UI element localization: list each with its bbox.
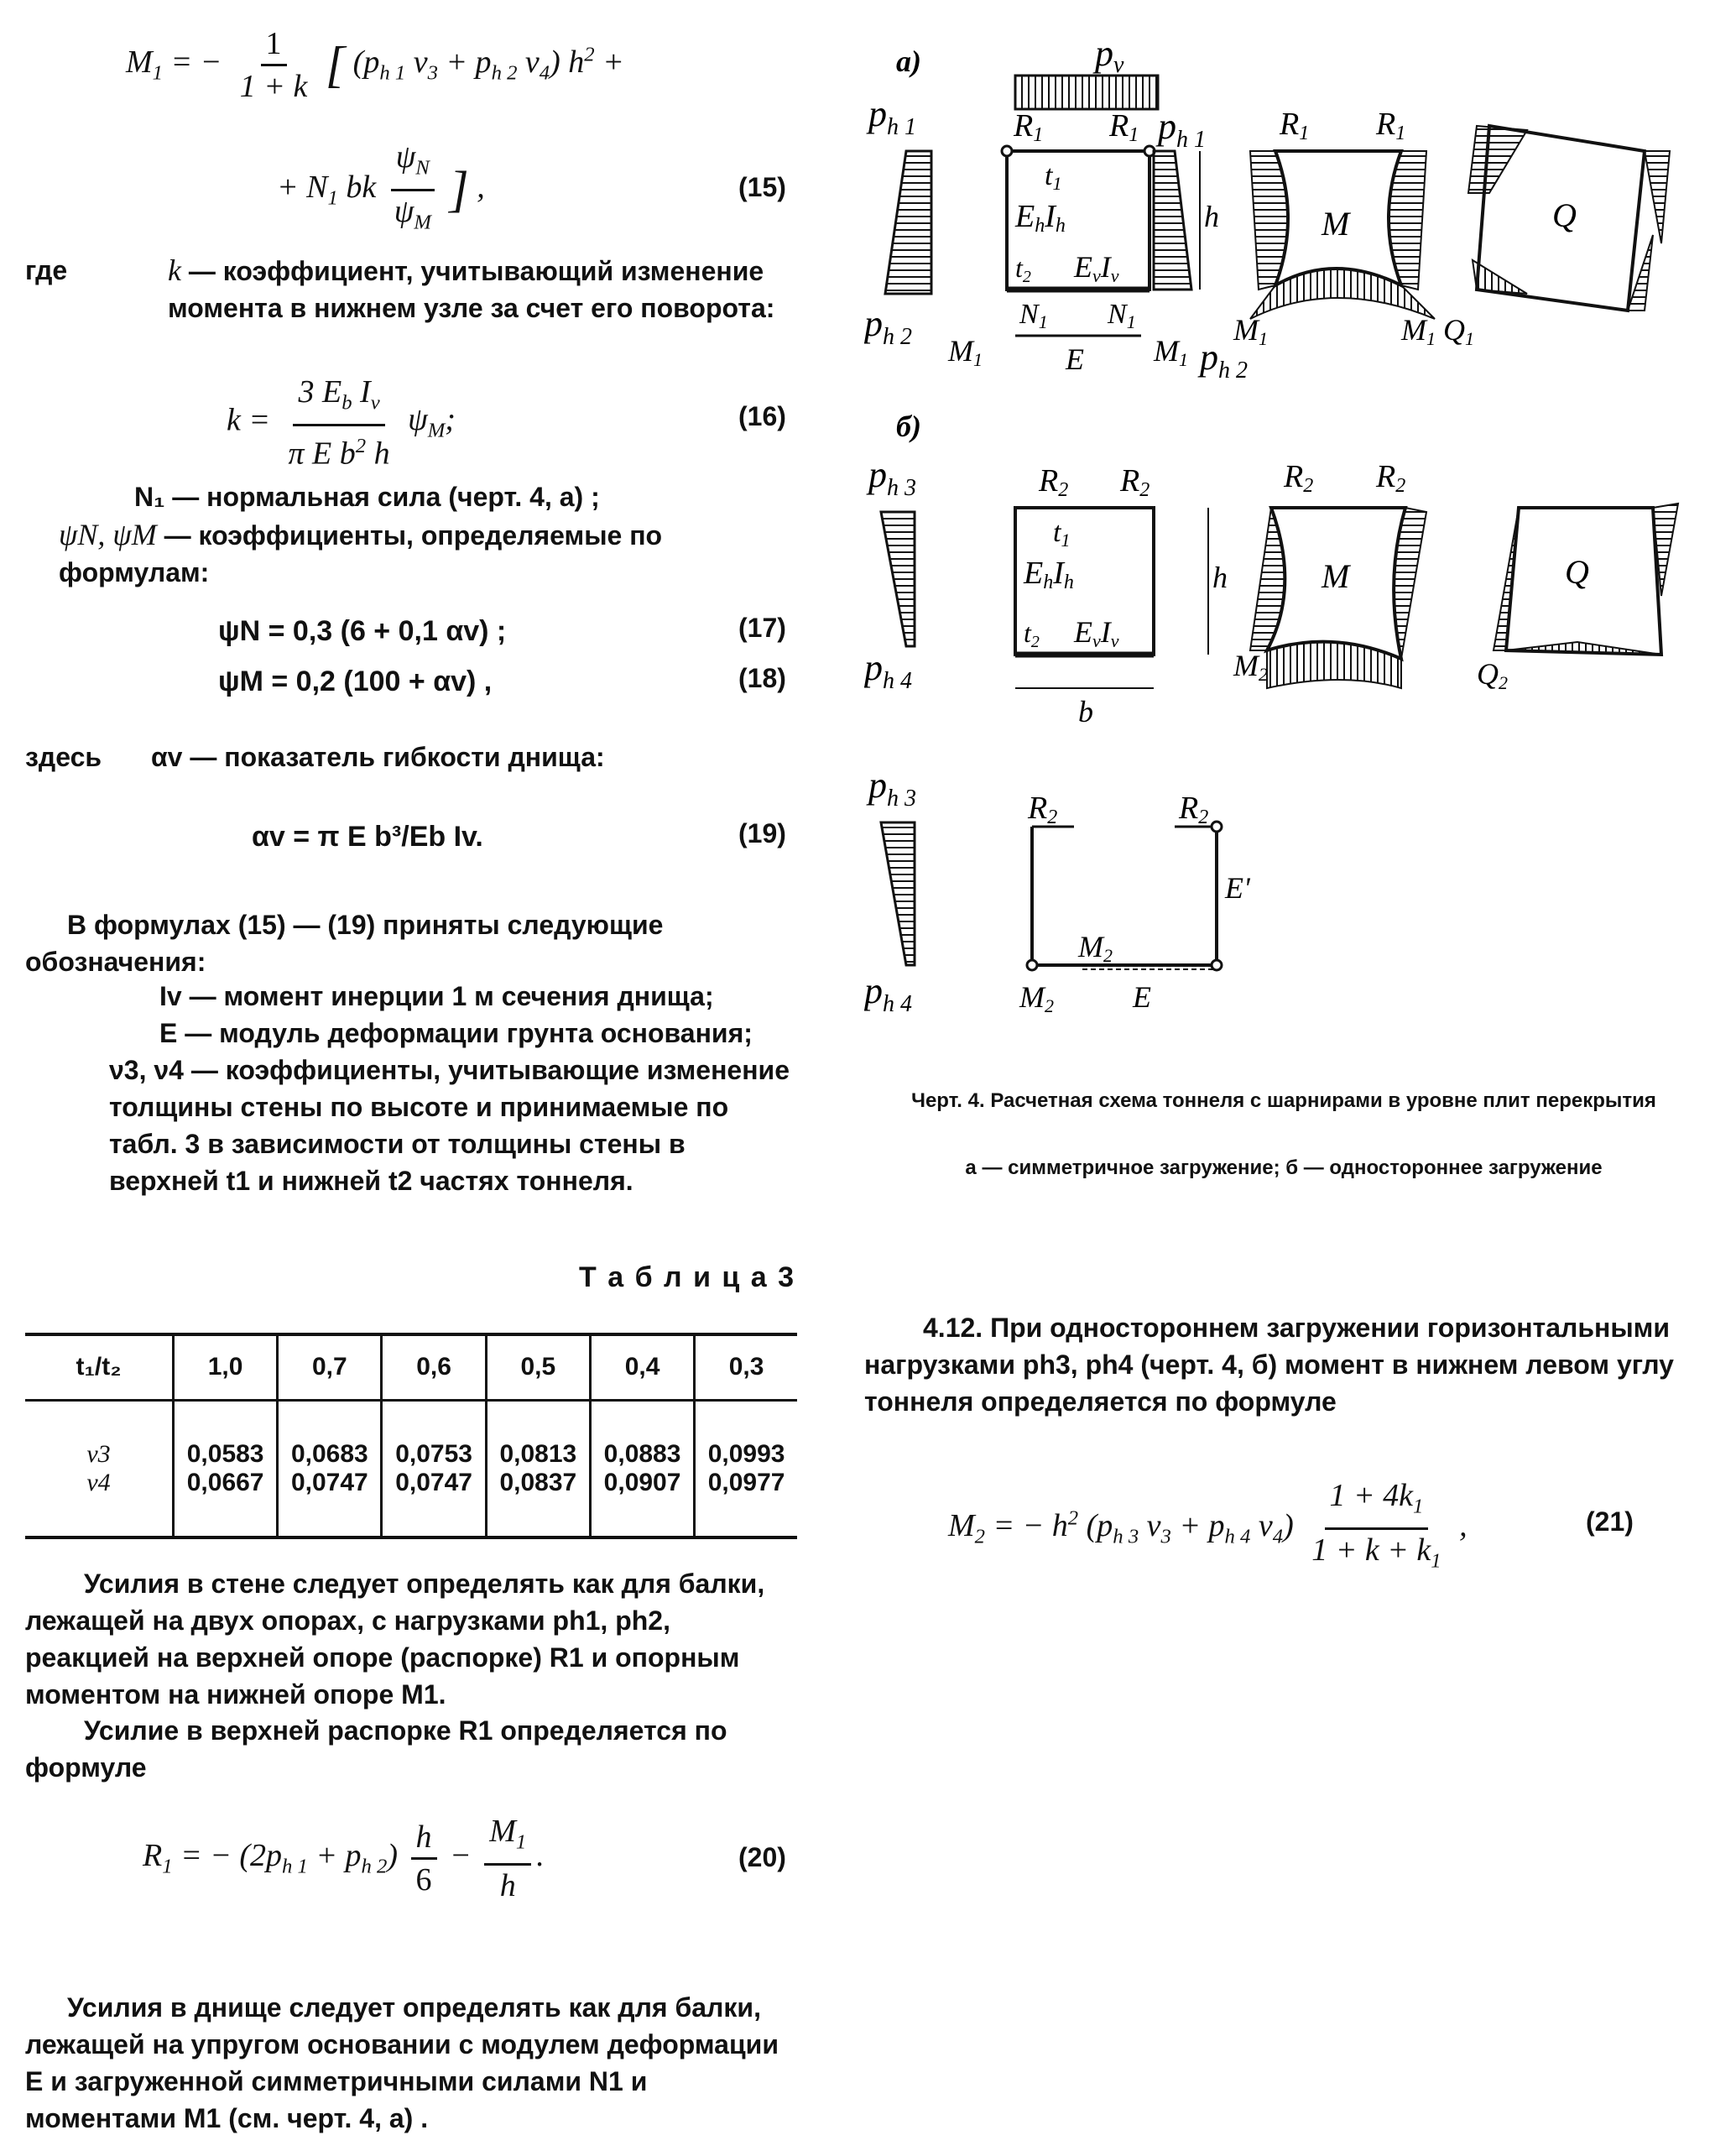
- svg-text:Q: Q: [1565, 553, 1589, 591]
- scheme-a-moment-diagram: [1233, 107, 1436, 349]
- svg-text:t1: t1: [1045, 160, 1062, 194]
- svg-text:R2: R2: [1284, 459, 1314, 497]
- svg-text:R1: R1: [1280, 107, 1310, 144]
- svg-text:EhIh: EhIh: [1015, 199, 1066, 237]
- svg-text:Q1: Q1: [1443, 313, 1474, 349]
- table-header-cell: 0,5: [486, 1334, 590, 1400]
- svg-text:R1: R1: [1014, 108, 1044, 146]
- alpha-definition: αv — показатель гибкости днища:: [151, 742, 605, 772]
- notation-intro: В формулах (15) — (19) приняты следующие обозначения:: [25, 910, 664, 977]
- figure-caption-sub: а — симметричное загружение; б — одностороннее загружение: [965, 1156, 1603, 1179]
- svg-text:h: h: [1212, 561, 1228, 594]
- equation-18: ψM = 0,2 (100 + αv) ,: [218, 666, 493, 697]
- svg-text:h: h: [1204, 200, 1219, 233]
- paragraph-r1: Усилие в верхней распорке R1 определяется по формуле: [25, 1715, 727, 1783]
- equation-17-number: (17): [738, 613, 786, 643]
- equation-15-line1: $M_1$ = − $\frac{1}{1 + k}$ [ ($p_{h 1}$ $\nu_3 + p_{h 2}$ $\nu_4$) $h^2$ +: [126, 26, 624, 104]
- svg-text:M: M: [1322, 557, 1350, 595]
- scheme-b-frame: [1015, 463, 1228, 728]
- equation-16: k = $\frac{3 E_b I_v}{\pi E b^2 h}$ $\psi_M$;: [227, 374, 456, 472]
- svg-text:R2: R2: [1376, 459, 1406, 497]
- table-cell: 0,0583: [174, 1400, 278, 1469]
- svg-text:R1: R1: [1109, 108, 1139, 146]
- svg-text:b: b: [1078, 695, 1093, 728]
- svg-text:R1: R1: [1376, 107, 1406, 144]
- scheme-b-load-ph: [864, 454, 916, 694]
- notation-iv: Iv — момент инерции 1 м сечения днища;: [159, 981, 714, 1011]
- paragraph-bottom-slab: Усилия в днище следует определять как для балки, лежащей на упругом основании с модулем деформации E и загруженной симметричными силами N1 и моментами M1 (см. черт. 4, а) .: [25, 1992, 779, 2133]
- svg-text:R2: R2: [1120, 463, 1150, 501]
- svg-text:Q: Q: [1552, 196, 1577, 234]
- k-definition: k — коэффициент, учитывающий изменение момента в нижнем узле за счет его поворота:: [168, 253, 775, 323]
- zdes-label: здесь: [25, 742, 102, 772]
- svg-text:M: M: [1322, 205, 1350, 243]
- svg-text:t2: t2: [1024, 618, 1040, 651]
- svg-text:E': E': [1225, 871, 1250, 905]
- scheme-a-load-pv: [1015, 33, 1158, 109]
- figure-b-label: [896, 410, 921, 443]
- svg-text:ph 1: $p_{h 1}$: [1158, 106, 1206, 153]
- svg-text:б): б): [896, 410, 921, 443]
- equation-19: αv = π E b³/Eb Iv.: [252, 821, 483, 853]
- table-cell: 0,0907: [590, 1469, 694, 1537]
- table-header-cell: t₁/t₂: [76, 1353, 122, 1381]
- svg-text:M2: M2: [1078, 930, 1113, 966]
- table-cell: 0,0747: [278, 1469, 382, 1537]
- svg-text:t1: t1: [1053, 517, 1071, 551]
- equation-21-number: (21): [1586, 1506, 1634, 1537]
- svg-text:EvIv: EvIv: [1074, 250, 1119, 286]
- equation-20: $R_1$ = − $(2p_{h 1} + p_{h 2})$ $\frac{h}{6}$ − $\frac{M_1}{h}$ .: [143, 1814, 545, 1903]
- svg-text:а): а): [896, 44, 921, 78]
- svg-text:M2: M2: [1019, 980, 1054, 1016]
- figure-4-diagram: [864, 25, 1712, 1032]
- svg-text:EvIv: EvIv: [1074, 615, 1119, 651]
- paragraph-wall-forces: Усилия в стене следует определять как для балки, лежащей на двух опорах, с нагрузками ph1, ph2, реакцией на верхней опоре (распорке) R1 и опорным моментом на нижней опоре M1.: [25, 1569, 765, 1710]
- scheme-a-load-ph-left: [864, 93, 931, 350]
- notation-nu: ν3, ν4 — коэффициенты, учитывающие изменение толщины стены по высоте и принимаемые по табл. 3 в зависимости от толщины стены в верхней t1 и нижней t2 частях тоннеля.: [109, 1055, 790, 1196]
- svg-text:ph 3: $p_{h 3}$: [868, 765, 916, 812]
- scheme-b-shear-diagram: [1477, 504, 1678, 693]
- equation-18-number: (18): [738, 663, 786, 693]
- notation-e: E — модуль деформации грунта основания;: [159, 1018, 753, 1048]
- equation-16-number: (16): [738, 401, 786, 431]
- svg-text:E: E: [1133, 980, 1151, 1014]
- table-header-row: [25, 1334, 797, 1400]
- scheme-b2-load-ph: [864, 765, 916, 1017]
- table-row: [25, 1469, 797, 1537]
- table-header-cell: 0,7: [278, 1334, 382, 1400]
- svg-text:ph 3: $p_{h 3}$: [868, 454, 916, 501]
- svg-text:M1: M1: [1401, 313, 1436, 349]
- table-header-cell: 0,3: [695, 1334, 797, 1400]
- table-3: [25, 1333, 797, 1539]
- svg-text:ph 4: $p_{h 4}$: [864, 970, 912, 1017]
- svg-text:M1: M1: [1154, 334, 1188, 370]
- equation-17: ψN = 0,3 (6 + 0,1 αv) ;: [218, 615, 507, 647]
- scheme-b2-frame: [1019, 791, 1251, 1016]
- figure-caption: Черт. 4. Расчетная схема тоннеля с шарнирами в уровне плит перекрытия: [911, 1089, 1656, 1112]
- table-cell: 0,0993: [695, 1400, 797, 1469]
- svg-text:pv: pv: [1095, 33, 1124, 78]
- table-cell: 0,0683: [278, 1400, 382, 1469]
- table-cell: ν3: [86, 1439, 111, 1468]
- svg-text:M1: M1: [948, 334, 983, 370]
- svg-text:R2: R2: [1039, 463, 1069, 501]
- svg-text:N1: N1: [1108, 299, 1136, 332]
- figure-a-label: [896, 44, 921, 78]
- scheme-b-moment-diagram: [1233, 459, 1426, 688]
- svg-text:ph 2: $p_{h 2}$: [1200, 337, 1248, 384]
- svg-text:ph 1: $p_{h 1}$: [868, 93, 916, 140]
- n1-definition: N₁ — нормальная сила (черт. 4, а) ;: [134, 482, 600, 512]
- paragraph-4-12: 4.12. При одностороннем загружении горизонтальными нагрузками ph3, ph4 (черт. 4, б) момент в нижнем левом углу тоннеля определяется по формуле: [864, 1313, 1674, 1417]
- table-cell: 0,0753: [382, 1400, 486, 1469]
- equation-15-number: (15): [738, 172, 786, 202]
- table-header-cell: 1,0: [174, 1334, 278, 1400]
- svg-text:N1: N1: [1019, 299, 1048, 332]
- svg-text:E: E: [1066, 342, 1084, 376]
- table-cell: 0,0813: [486, 1400, 590, 1469]
- svg-text:R2: R2: [1179, 791, 1209, 828]
- equation-19-number: (19): [738, 818, 786, 848]
- scheme-a-shear-diagram: [1443, 126, 1670, 349]
- psi-definition: ψN, ψM — коэффициенты, определяемые по формулам:: [59, 518, 663, 587]
- table-cell: 0,0883: [590, 1400, 694, 1469]
- svg-text:R2: R2: [1028, 791, 1058, 828]
- svg-text:M1: M1: [1233, 313, 1268, 349]
- table-title: Т а б л и ц а 3: [579, 1261, 796, 1293]
- svg-text:t2: t2: [1015, 253, 1031, 286]
- table-cell: 0,0667: [174, 1469, 278, 1537]
- equation-20-number: (20): [738, 1842, 786, 1872]
- svg-text:M2: M2: [1233, 649, 1268, 685]
- equation-15-line2: + $N_1$ bk $\frac{\psi_N}{\psi_M}$ ] ,: [277, 139, 485, 234]
- table-cell: 0,0977: [695, 1469, 797, 1537]
- table-cell: ν4: [86, 1468, 111, 1496]
- table-header-cell: 0,6: [382, 1334, 486, 1400]
- equation-21: $M_2$ = − $h^2$ ($p_{h 3}$ $\nu_3 + p_{h 4}$ $\nu_4$) $\frac{1 + 4k_1}{1 + k + k_1}$ ,: [948, 1478, 1468, 1573]
- svg-text:ph 4: $p_{h 4}$: [864, 647, 912, 694]
- table-cell: 0,0837: [486, 1469, 590, 1537]
- table-row: [25, 1400, 797, 1469]
- svg-text:ph 2: $p_{h 2}$: [864, 303, 912, 350]
- table-header-cell: 0,4: [590, 1334, 694, 1400]
- gde-label: где: [25, 255, 68, 285]
- table-cell: 0,0747: [382, 1469, 486, 1537]
- svg-text:EhIh: EhIh: [1024, 556, 1074, 593]
- svg-text:Q2: Q2: [1477, 657, 1508, 693]
